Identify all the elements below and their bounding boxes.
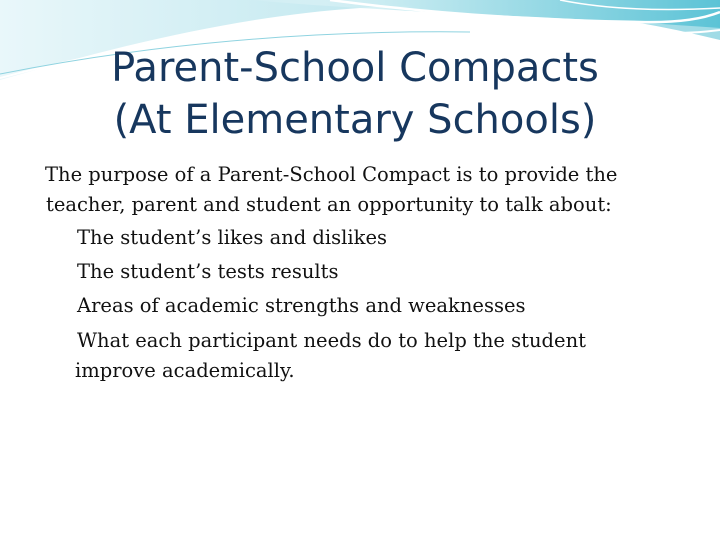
sub-bullet-text: The student’s tests results bbox=[77, 260, 339, 283]
sub-bullet-4 bbox=[60, 326, 586, 386]
sub-bullet-text: What each participant needs do to help the student bbox=[77, 329, 586, 352]
intro-line-1: The purpose of a Parent-School Compact is to provide the bbox=[45, 163, 618, 186]
intro-bullet bbox=[28, 160, 617, 220]
sub-bullet-4-continuation: improve academically. bbox=[75, 359, 295, 382]
intro-line-2: teacher, parent and student an opportunity to talk about: bbox=[46, 193, 612, 216]
title-line-2: (At Elementary Schools) bbox=[113, 97, 597, 143]
slide-title bbox=[0, 42, 710, 146]
sub-bullet-text: The student’s likes and dislikes bbox=[77, 226, 387, 249]
sub-bullet-1 bbox=[60, 223, 387, 253]
sub-bullet-2 bbox=[60, 257, 338, 287]
sub-bullet-3 bbox=[60, 291, 526, 321]
title-line-1: Parent-School Compacts bbox=[111, 45, 599, 91]
sub-bullet-text: Areas of academic strengths and weaknesses bbox=[77, 294, 526, 317]
